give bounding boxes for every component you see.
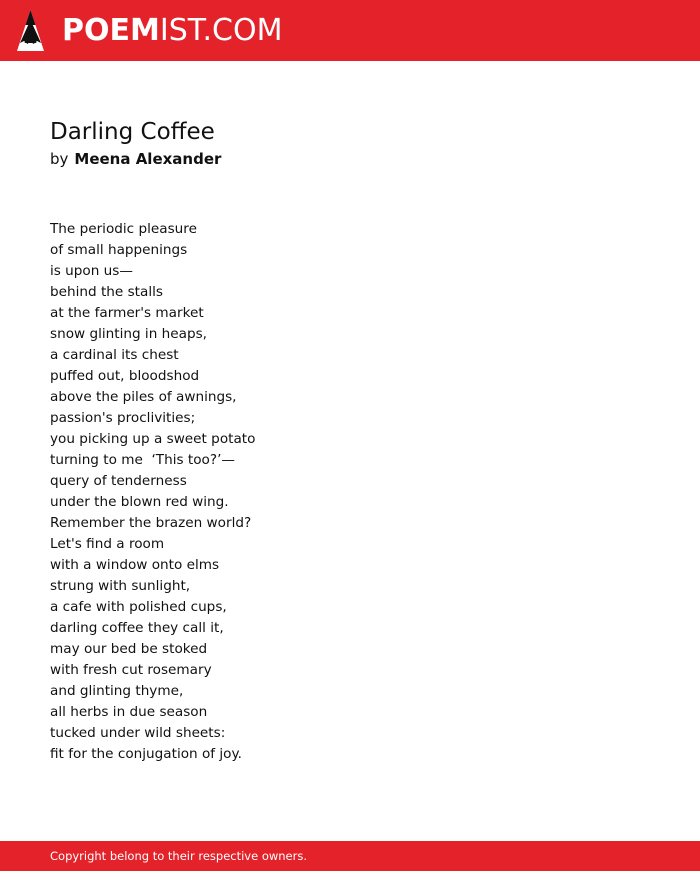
poem-line: all herbs in due season [50, 704, 208, 720]
poem-line: turning to me ‘This too?’— [50, 452, 235, 468]
poem-line: Let's find a room [50, 536, 165, 552]
poem-line: at the farmer's market [50, 305, 204, 321]
poem-line: of small happenings [50, 242, 188, 258]
poem-line: behind the stalls [50, 284, 163, 300]
logo-light-text: IST.COM [159, 13, 283, 48]
logo-bold-text: POEM [62, 13, 160, 48]
poem-line: is upon us— [50, 263, 133, 279]
poem-line: with fresh cut rosemary [50, 662, 212, 678]
poem-line: with a window onto elms [50, 557, 220, 573]
poem-line: puffed out, bloodshod [50, 368, 200, 384]
poem-line: may our bed be stoked [50, 641, 208, 657]
poem-line: The periodic pleasure [50, 221, 197, 237]
poem-line: under the blown red wing. [50, 494, 229, 510]
site-header [0, 0, 700, 61]
pencil-tip-icon[interactable] [17, 10, 44, 51]
poem-line: and glinting thyme, [50, 683, 184, 699]
poem-line: above the piles of awnings, [50, 389, 237, 405]
copyright-text: Copyright belong to their respective owners. [50, 849, 308, 863]
by-label: by [50, 150, 69, 168]
poem-line: fit for the conjugation of joy. [50, 746, 242, 762]
poem-line: passion's proclivities; [50, 410, 196, 426]
poem-title: Darling Coffee [50, 119, 215, 145]
poem-line: query of tenderness [50, 473, 187, 489]
byline [50, 148, 221, 170]
poem-line: you picking up a sweet potato [50, 431, 256, 447]
poem-body [50, 219, 650, 765]
poem-line: strung with sunlight, [50, 578, 191, 594]
poem-line: a cafe with polished cups, [50, 599, 227, 615]
poem-line: snow glinting in heaps, [50, 326, 207, 342]
poem-line: tucked under wild sheets: [50, 725, 226, 741]
site-footer [0, 841, 700, 871]
poem-line: a cardinal its chest [50, 347, 179, 363]
site-logo[interactable] [62, 12, 282, 50]
poem-line: Remember the brazen world? [50, 515, 252, 531]
author-name: Meena Alexander [74, 150, 222, 168]
poem-line: darling coffee they call it, [50, 620, 224, 636]
